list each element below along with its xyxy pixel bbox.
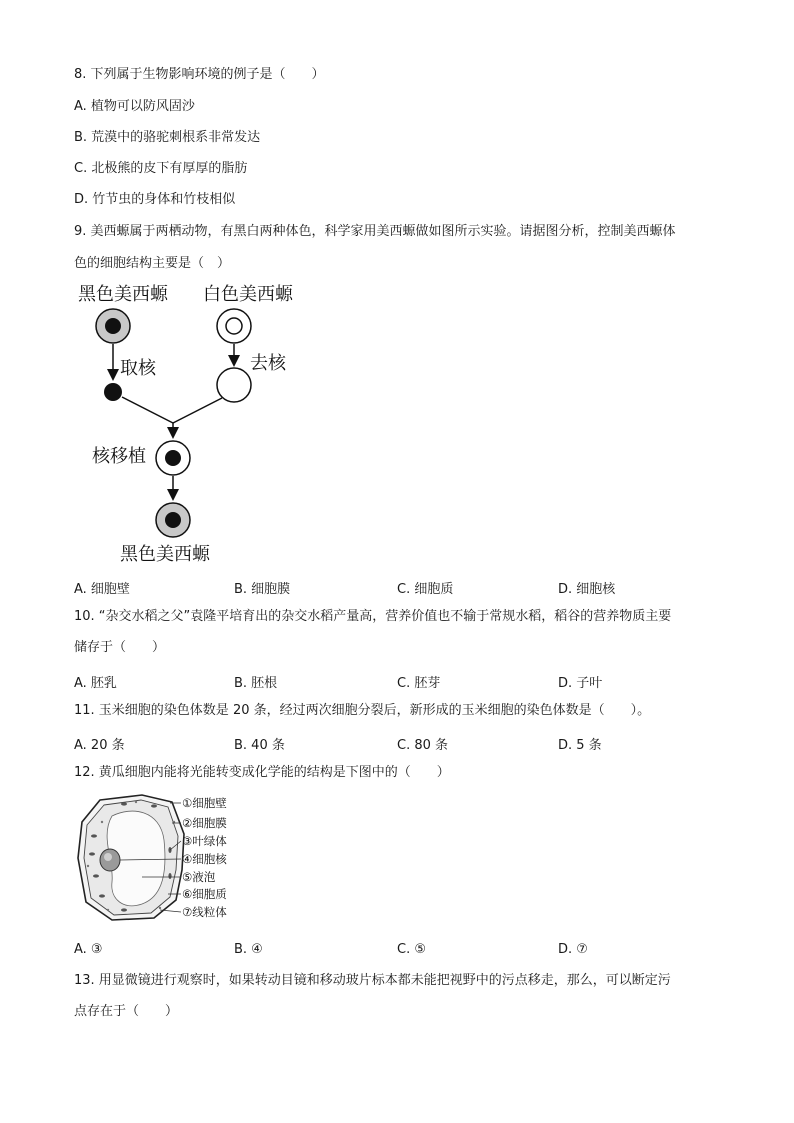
q10-stem-line2: 储存于（ ） — [74, 640, 166, 655]
label-black-parent: 黑色美西螈 — [78, 284, 168, 305]
plant-cell-diagram — [72, 792, 252, 928]
nuclear-transplant-diagram — [70, 278, 330, 570]
q8-option-b: B. 荒漠中的骆驼刺根系非常发达 — [74, 130, 261, 145]
q9-option-b: B. 细胞膜 — [234, 582, 291, 597]
q8-stem: 8. 下列属于生物影响环境的例子是（ ） — [74, 67, 325, 82]
label-cell-wall: ①细胞壁 — [182, 796, 227, 810]
enucleated-cell-icon — [217, 368, 251, 402]
q9-option-d: D. 细胞核 — [558, 582, 616, 597]
q10-options — [74, 672, 734, 691]
q8-option-c: C. 北极熊的皮下有厚厚的脂肪 — [74, 161, 248, 176]
reconstructed-cell-icon — [156, 441, 190, 475]
q12-stem: 12. 黄瓜细胞内能将光能转变成化学能的结构是下图中的（ ） — [74, 765, 450, 780]
q10-option-a: A. 胚乳 — [74, 676, 117, 691]
q12-options — [74, 942, 734, 958]
q12-option-c: C. ⑤ — [397, 942, 426, 957]
label-cytoplasm: ⑥细胞质 — [182, 887, 227, 901]
label-mitochondria: ⑦线粒体 — [182, 905, 227, 919]
q11-option-a: A. 20 条 — [74, 738, 125, 753]
label-black-offspring: 黑色美西螈 — [120, 544, 210, 565]
label-cell-membrane: ②细胞膜 — [182, 816, 227, 830]
label-take-nucleus: 取核 — [120, 358, 156, 379]
q12-option-a: A. ③ — [74, 942, 103, 957]
q11-option-d: D. 5 条 — [558, 738, 602, 753]
label-chloroplast: ③叶绿体 — [182, 834, 227, 848]
isolated-nucleus-icon — [104, 383, 122, 401]
q10-option-c: C. 胚芽 — [397, 676, 441, 691]
label-remove-nucleus: 去核 — [250, 353, 286, 374]
label-vacuole: ⑤液泡 — [182, 870, 216, 884]
nucleus-icon — [100, 849, 120, 871]
black-offspring-cell-icon — [156, 503, 190, 537]
white-parent-cell-icon — [217, 309, 251, 343]
q9-option-c: C. 细胞质 — [397, 582, 454, 597]
label-transplant: 核移植 — [92, 446, 146, 467]
q13-stem-line2: 点存在于（ ） — [74, 1004, 179, 1019]
q12-option-b: B. ④ — [234, 942, 263, 957]
q9-stem-line1: 9. 美西螈属于两栖动物，有黑白两种体色，科学家用美西螈做如图所示实验。请据图分析，控制美西螈体 — [74, 224, 676, 239]
q9-option-a: A. 细胞壁 — [74, 582, 130, 597]
q13-stem-line1: 13. 用显微镜进行观察时，如果转动目镜和移动玻片标本都未能把视野中的污点移走，那么，可以断定污 — [74, 973, 671, 988]
q10-option-b: B. 胚根 — [234, 676, 278, 691]
black-parent-cell-icon — [96, 309, 130, 343]
q8-option-a: A. 植物可以防风固沙 — [74, 99, 195, 114]
q11-stem: 11. 玉米细胞的染色体数是 20 条，经过两次细胞分裂后，新形成的玉米细胞的染色体数是（ ）。 — [74, 703, 651, 718]
q10-option-d: D. 子叶 — [558, 676, 603, 691]
label-white-parent: 白色美西螈 — [203, 284, 293, 305]
q9-options — [74, 578, 734, 597]
q11-option-b: B. 40 条 — [234, 738, 285, 753]
label-nucleus: ④细胞核 — [182, 852, 227, 866]
q11-options — [74, 734, 734, 753]
q8-option-d: D. 竹节虫的身体和竹枝相似 — [74, 192, 236, 207]
q10-stem-line1: 10. “杂交水稻之父”袁隆平培育出的杂交水稻产量高，营养价值也不输于常规水稻，稻谷的营养物质主要 — [74, 609, 672, 624]
q11-option-c: C. 80 条 — [397, 738, 449, 753]
q9-stem-line2: 色的细胞结构主要是（ ） — [74, 256, 231, 271]
q12-option-d: D. ⑦ — [558, 942, 588, 957]
